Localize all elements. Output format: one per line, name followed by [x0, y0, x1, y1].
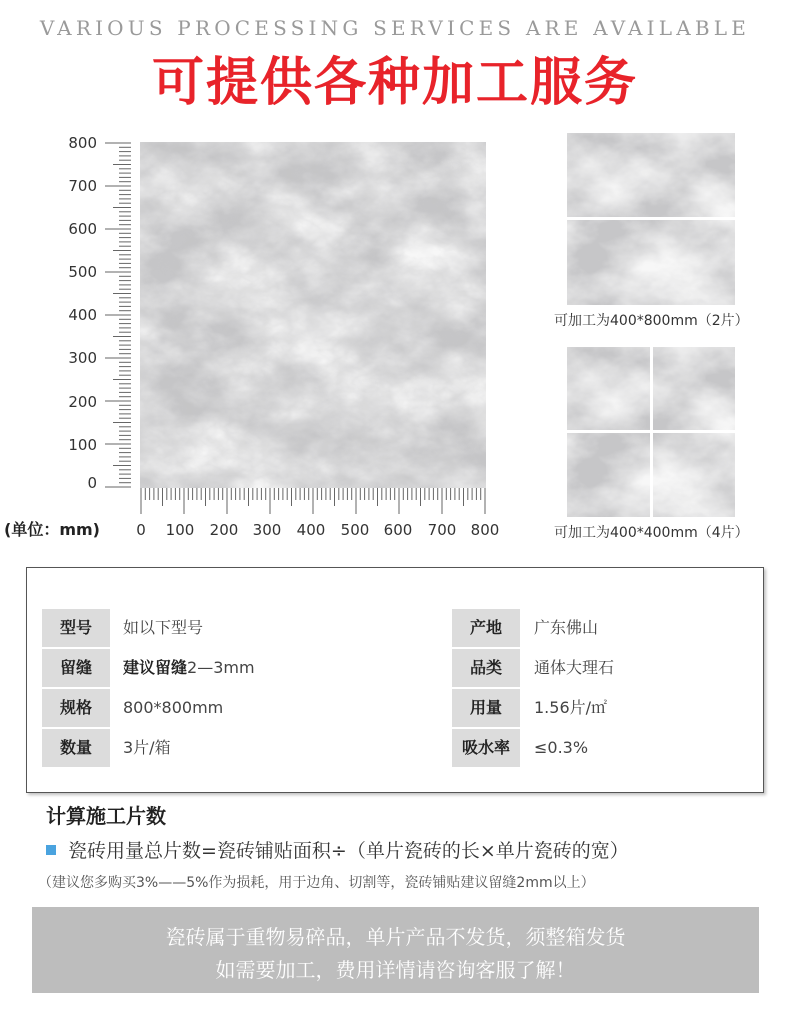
y-label: 600: [68, 220, 97, 238]
y-label: 300: [68, 349, 97, 367]
spec-value-model: 如以下型号: [123, 618, 204, 637]
spec-key-usage: 用量: [452, 689, 520, 727]
option-caption-2pcs: 可加工为400*800mm（2片）: [554, 313, 749, 329]
notice-line-2: 如需要加工，费用详情请咨询客服了解！: [215, 958, 576, 982]
spec-value-usage: 1.56片/㎡: [534, 698, 608, 717]
y-label: 500: [68, 263, 97, 281]
tile-option-2pcs: [567, 133, 735, 305]
title-chinese: 可提供各种加工服务: [151, 53, 638, 113]
y-label: 700: [68, 177, 97, 195]
calculation-note: （建议您多购买3%——5%作为损耗，用于边角、切割等，瓷砖铺贴建议留缝2mm以上）: [38, 875, 595, 891]
calculation-formula-row: [46, 836, 629, 863]
bullet-icon: [46, 845, 56, 855]
spec-key-size: 规格: [42, 689, 110, 727]
spec-value-gap: [123, 649, 255, 687]
notice-line-1: 瓷砖属于重物易碎品，单片产品不发货，须整箱发货: [165, 925, 626, 949]
title-english: VARIOUS PROCESSING SERVICES ARE AVAILABLE: [39, 16, 751, 40]
x-label: 700: [427, 521, 457, 539]
spec-value-gap-bold: 建议留缝: [123, 658, 188, 677]
x-label: 600: [383, 521, 413, 539]
spec-value-category: 通体大理石: [534, 658, 615, 677]
x-label: 200: [209, 521, 239, 539]
y-label: 800: [68, 134, 97, 152]
option-caption-4pcs: 可加工为400*400mm（4片）: [554, 525, 749, 541]
spec-value-size: 800*800mm: [123, 698, 224, 717]
spec-value-gap-range: 2—3mm: [187, 658, 255, 677]
spec-key-origin: 产地: [452, 609, 520, 647]
spec-value-absorption: ≤0.3%: [534, 738, 589, 757]
shipping-notice: [32, 907, 759, 993]
spec-key-gap: 留缝: [42, 649, 110, 687]
x-label: 800: [470, 521, 500, 539]
marble-tile-800x800: [140, 142, 486, 488]
horizontal-ruler: [134, 488, 494, 518]
y-label: 100: [68, 436, 97, 454]
spec-key-model: 型号: [42, 609, 110, 647]
spec-key-category: 品类: [452, 649, 520, 687]
spec-value-quantity: 3片/箱: [123, 738, 171, 757]
spec-value-origin: 广东佛山: [534, 618, 599, 637]
y-label: 0: [87, 474, 97, 492]
tile-option-4pcs: [567, 347, 735, 517]
spec-table: [26, 567, 764, 793]
x-label: 500: [340, 521, 370, 539]
y-label: 200: [68, 393, 97, 411]
y-label: 400: [68, 306, 97, 324]
spec-key-absorption: 吸水率: [452, 729, 520, 767]
x-label: 100: [165, 521, 195, 539]
calculation-title: 计算施工片数: [46, 804, 166, 828]
spec-key-quantity: 数量: [42, 729, 110, 767]
x-label: 400: [296, 521, 326, 539]
calculation-formula: 瓷砖用量总片数=瓷砖铺贴面积÷（单片瓷砖的长×单片瓷砖的宽）: [68, 840, 629, 862]
vertical-ruler: [0, 0, 140, 500]
x-label: 300: [252, 521, 282, 539]
unit-label: (单位：mm): [4, 520, 100, 539]
x-label: 0: [136, 521, 146, 539]
